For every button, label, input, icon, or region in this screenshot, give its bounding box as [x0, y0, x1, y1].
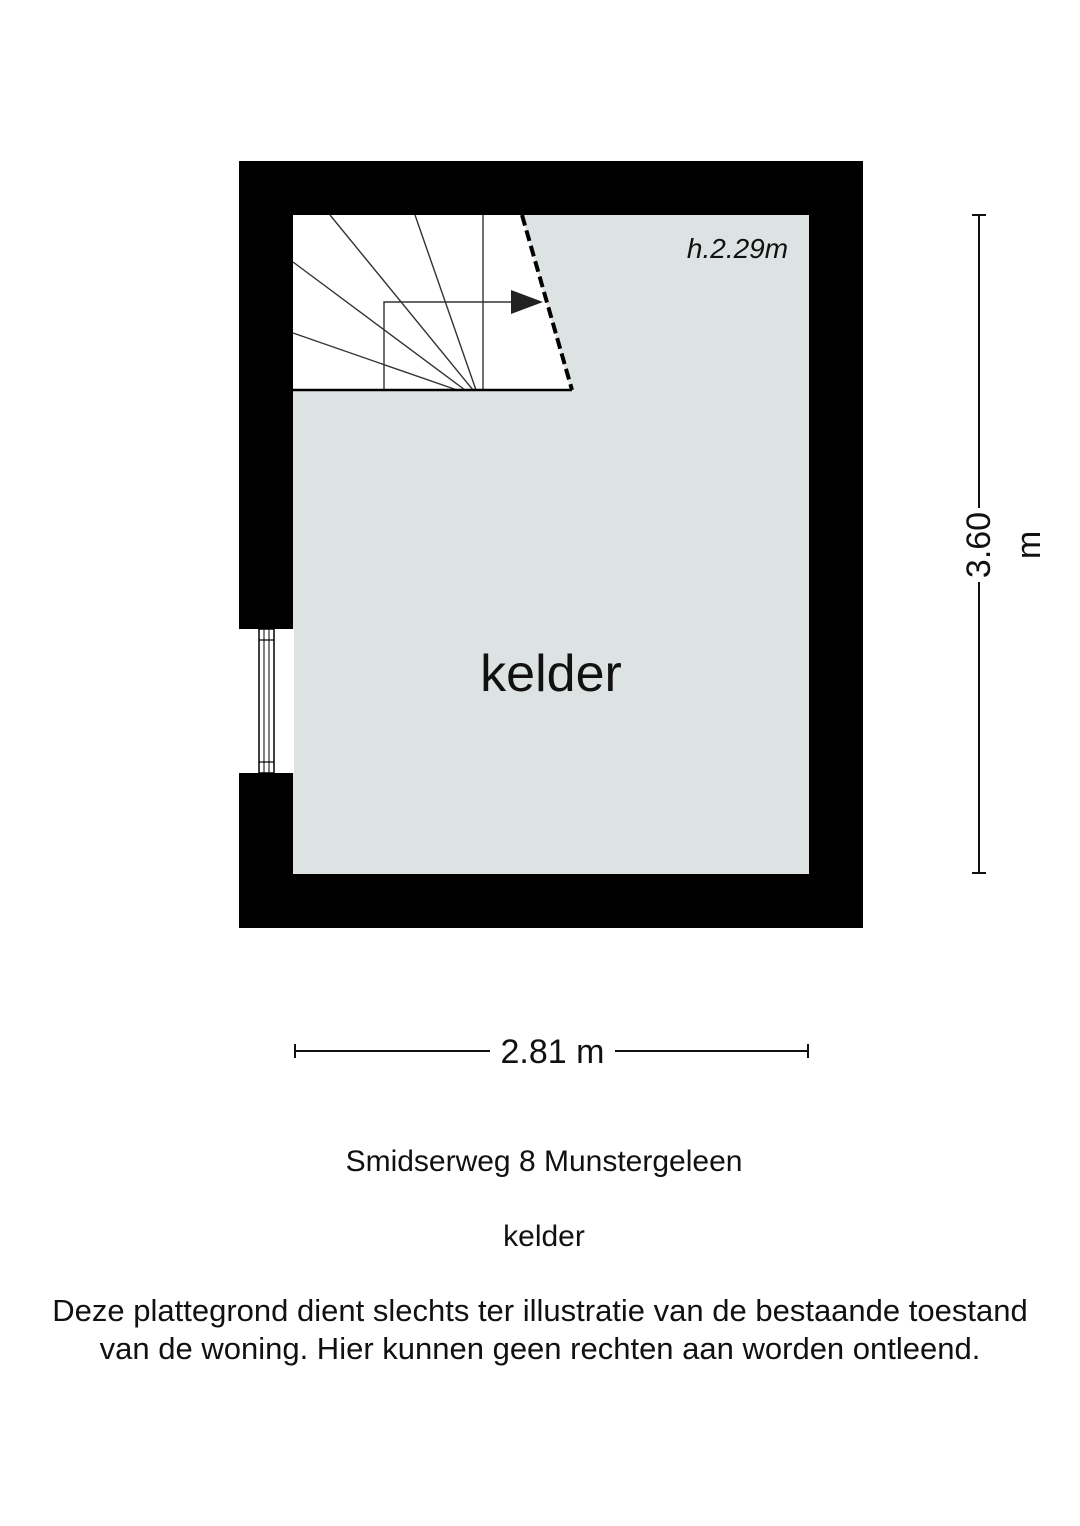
length-dimension-label: 3.60 m: [954, 508, 1004, 582]
address-caption: Smidserweg 8 Munstergeleen: [345, 1145, 743, 1178]
disclaimer-line-1: Deze plattegrond dient slechts ter illustratie van de bestaande toestand: [52, 1293, 1028, 1328]
ceiling-height-label: h.2.29m: [686, 233, 789, 264]
disclaimer: [0, 1292, 1080, 1368]
floor-caption: kelder: [503, 1220, 585, 1253]
disclaimer-line-2: van de woning. Hier kunnen geen rechten aan worden ontleend.: [99, 1331, 981, 1366]
width-dimension-label: 2.81 m: [490, 1033, 615, 1072]
room-name-label: kelder: [480, 645, 622, 703]
